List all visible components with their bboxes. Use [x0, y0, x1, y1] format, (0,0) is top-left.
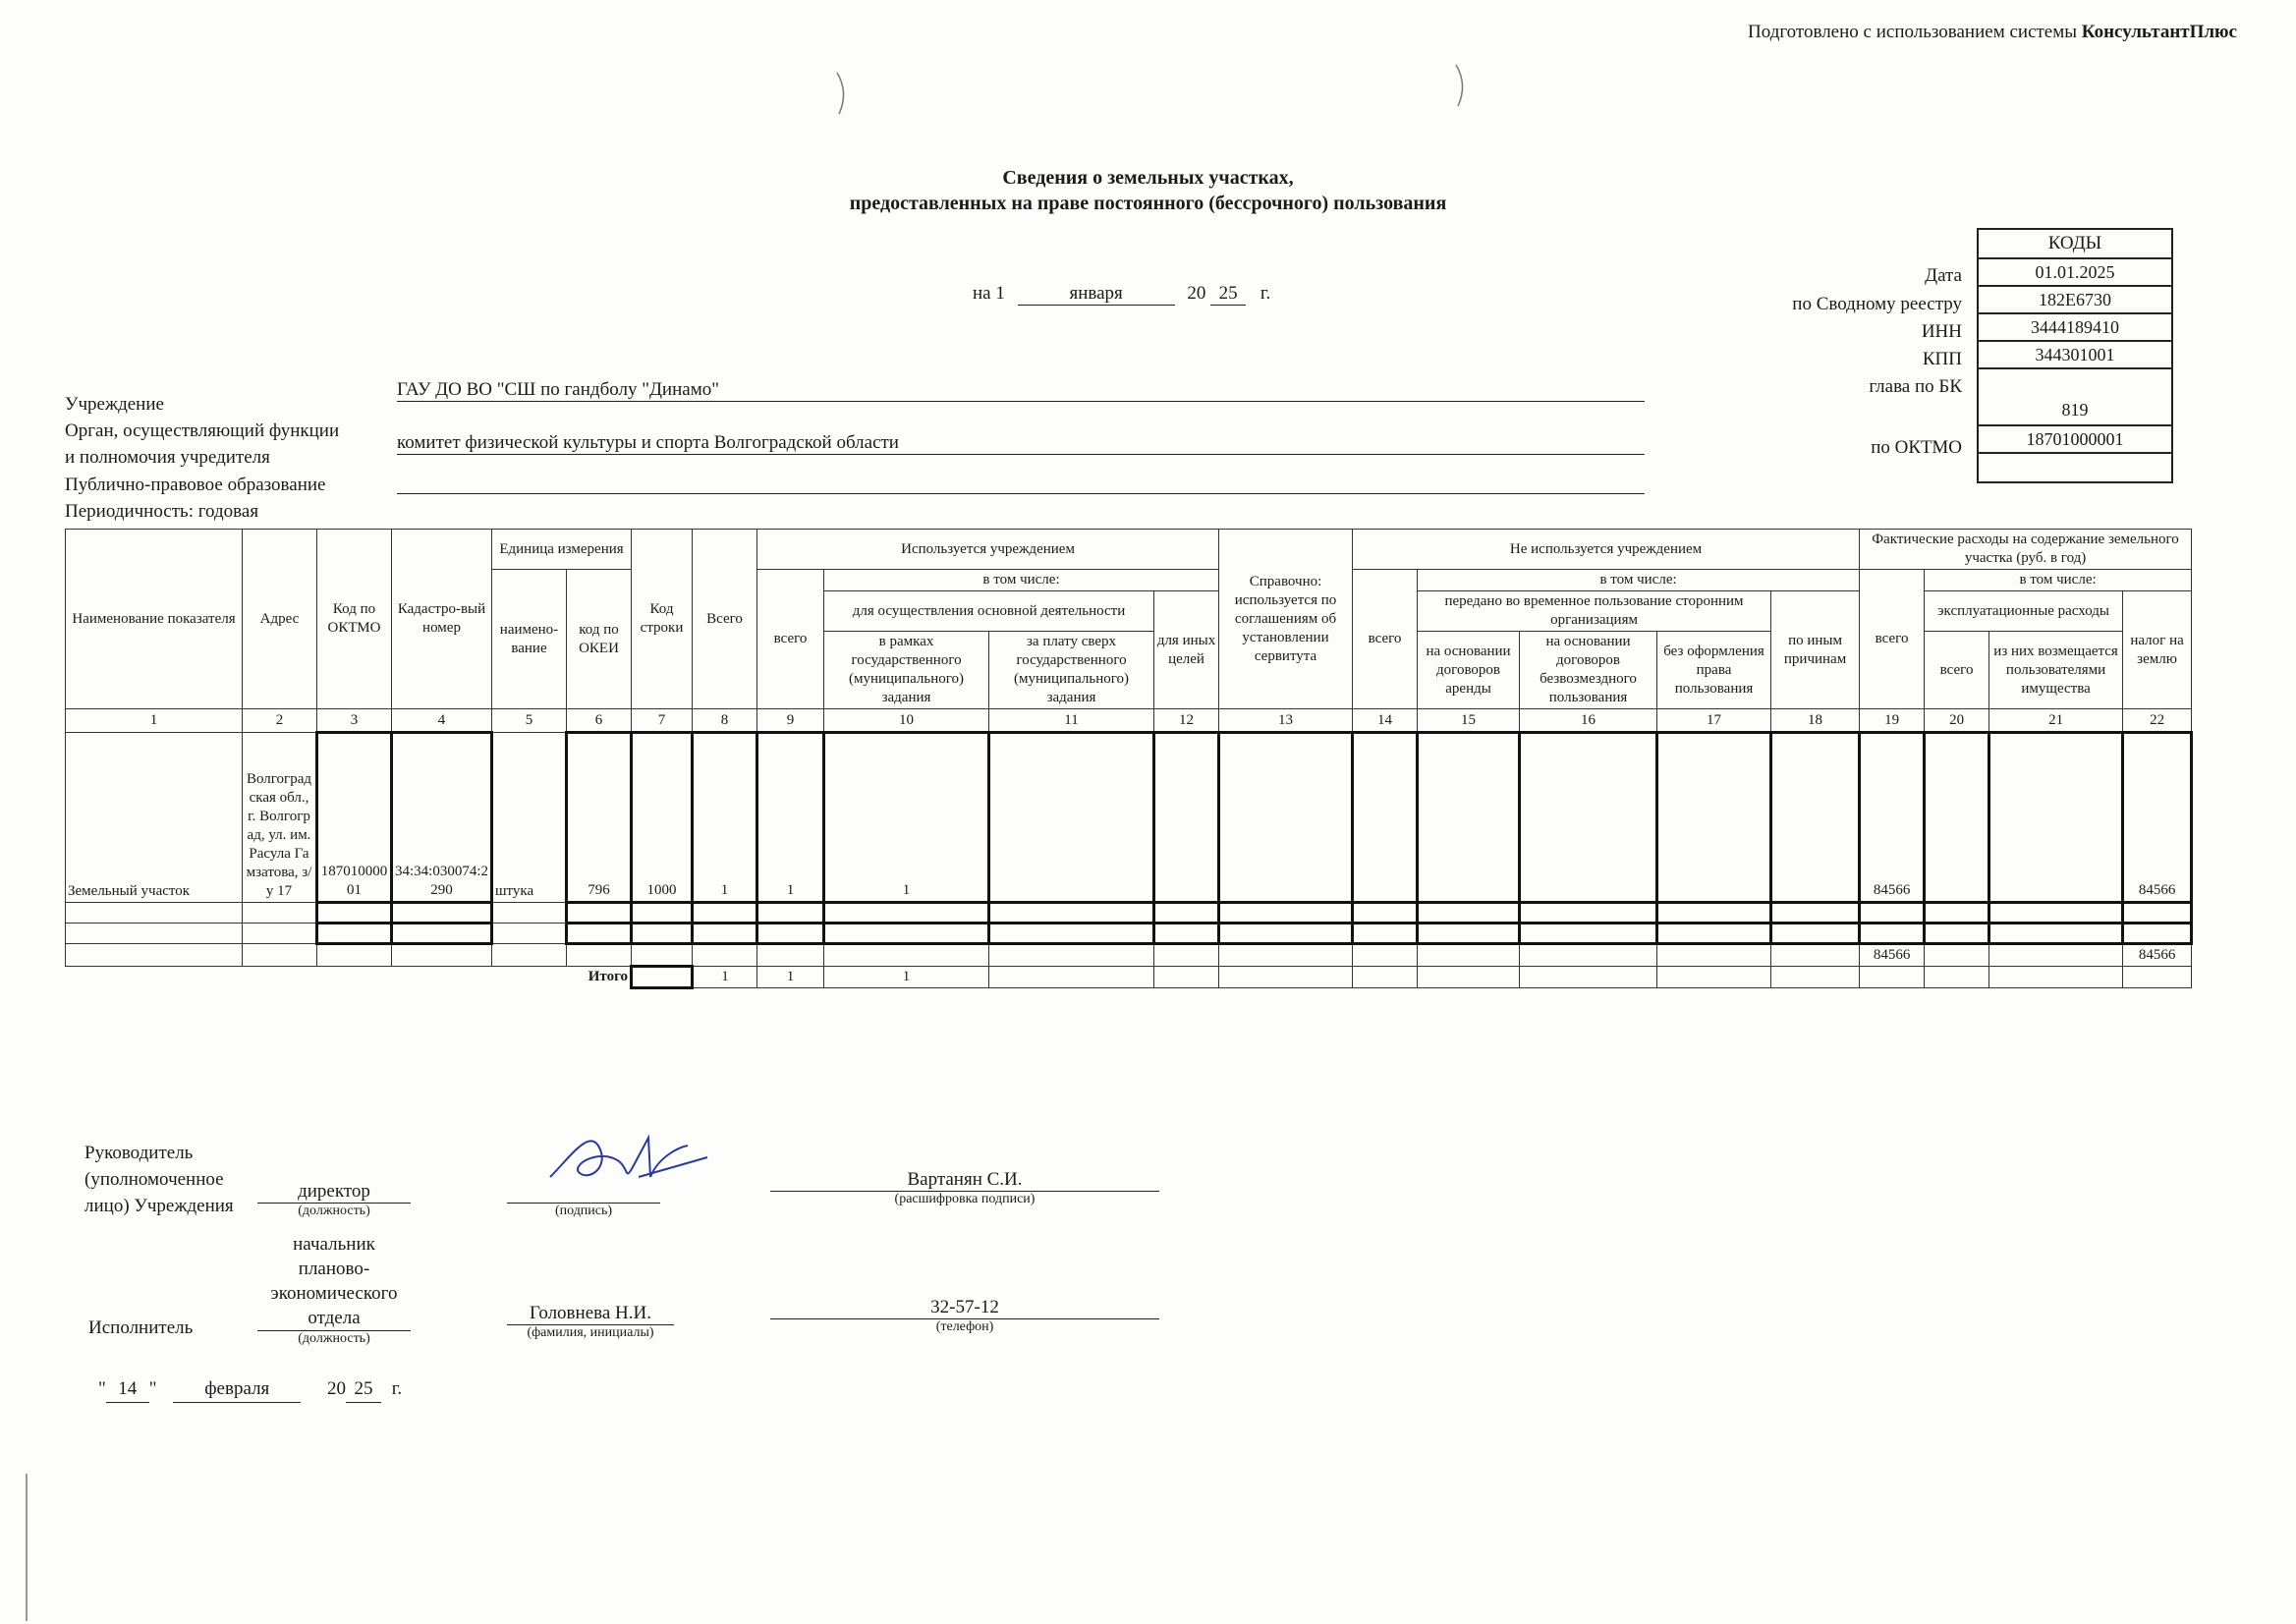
th-used-incl: в том числе:: [824, 570, 1219, 591]
cell-cadastre: 34:34:030074:2290: [392, 733, 492, 903]
th-oktmo: Код по ОКТМО: [317, 530, 392, 709]
col-num: 5: [492, 709, 567, 733]
cell-tax: 84566: [2123, 733, 2192, 903]
th-unit-name: наимено-вание: [492, 570, 567, 709]
itogo-used-all: 1: [757, 967, 824, 988]
decode-caption: (расшифровка подписи): [894, 1192, 1036, 1206]
institution-value: ГАУ ДО ВО "СШ по гандболу "Динамо": [397, 379, 1645, 402]
empty-row: [66, 903, 2192, 924]
col-num: 2: [243, 709, 317, 733]
exec-position-caption: (должность): [298, 1331, 370, 1346]
itogo-row: [66, 967, 2192, 988]
col-num: 6: [567, 709, 632, 733]
head-label-2: (уполномоченное: [84, 1169, 224, 1190]
col-num: 11: [989, 709, 1154, 733]
cell-nu-all: [1353, 733, 1418, 903]
codes-block: [1977, 228, 2173, 483]
brand-text: КонсультантПлюс: [2081, 22, 2237, 42]
code-date: 01.01.2025: [1977, 259, 2173, 287]
column-numbers-row: [66, 709, 2192, 733]
code-label-inn: ИНН: [1921, 321, 1962, 342]
exec-phone: 32-57-12: [770, 1297, 1159, 1319]
th-op-all: всего: [1925, 632, 1989, 709]
cell-used-all: 1: [757, 733, 824, 903]
exec-name-block: [507, 1303, 674, 1341]
code-label-kpp: КПП: [1922, 349, 1962, 369]
th-tax: налог на землю: [2123, 591, 2192, 709]
punch-mark-right: [1454, 61, 1474, 110]
punch-mark-left: [835, 69, 855, 118]
head-position-block: [257, 1181, 411, 1219]
public-entity-label: Публично-правовое образование: [65, 475, 326, 495]
head-position: директор: [257, 1181, 411, 1204]
cell-address: Волгоградская обл., г. Волгоград, ул. им. Расула Гамзатова, з/у 17: [243, 733, 317, 903]
consultant-header: [1748, 22, 2237, 43]
title-line-1: Сведения о земельных участках,: [1002, 167, 1294, 189]
col-num: 10: [824, 709, 989, 733]
document-title: [0, 165, 2296, 216]
th-not-used: Не используется учреждением: [1353, 530, 1860, 570]
th-free: на основании договоров безвозмездного пользования: [1520, 632, 1657, 709]
th-total: Всего: [693, 530, 757, 709]
exec-position-block: [257, 1232, 411, 1347]
th-other-purposes: для иных целей: [1154, 591, 1219, 709]
cell-row-code: 1000: [632, 733, 693, 903]
col-num: 7: [632, 709, 693, 733]
itogo-code: [632, 967, 693, 988]
col-num: 20: [1925, 709, 1989, 733]
head-name: Вартанян С.И.: [770, 1169, 1159, 1192]
code-label-oktmo: по ОКТМО: [1871, 437, 1962, 458]
organ-value: комитет физической культуры и спорта Волгоградской области: [397, 432, 1645, 455]
code-kpp: 344301001: [1977, 342, 2173, 369]
th-cadastre: Кадастро-вый номер: [392, 530, 492, 709]
col-num: 3: [317, 709, 392, 733]
itogo-total: 1: [693, 967, 757, 988]
empty-row: [66, 924, 2192, 944]
date-prefix: на 1: [973, 283, 1005, 304]
code-label-registry: по Сводному реестру: [1792, 294, 1962, 314]
cell-subtotal-exp: 84566: [1860, 944, 1925, 967]
col-num: 14: [1353, 709, 1418, 733]
date-suffix: г.: [1260, 283, 1271, 304]
th-transferred: передано во временное пользование сторонним организациям: [1418, 591, 1771, 632]
col-num: 13: [1219, 709, 1353, 733]
head-label-3: лицо) Учреждения: [84, 1196, 234, 1216]
cell-unit: штука: [492, 733, 567, 903]
col-num: 9: [757, 709, 824, 733]
th-paid: за плату сверх государственного (муниципального) задания: [989, 632, 1154, 709]
head-name-block: [770, 1169, 1159, 1207]
cell-name: Земельный участок: [66, 733, 243, 903]
cell-ref: [1219, 733, 1353, 903]
code-inn: 3444189410: [1977, 314, 2173, 342]
col-num: 4: [392, 709, 492, 733]
code-label-date: Дата: [1925, 265, 1962, 286]
itogo-label: Итого: [588, 969, 629, 985]
sign-day: 14: [106, 1375, 149, 1403]
th-used: Используется учреждением: [757, 530, 1219, 570]
col-num: 12: [1154, 709, 1219, 733]
col-num: 8: [693, 709, 757, 733]
signature-block: [507, 1181, 660, 1219]
sign-suffix: г.: [391, 1378, 403, 1399]
th-muni: в рамках государственного (муниципального) задания: [824, 632, 989, 709]
col-num: 17: [1657, 709, 1771, 733]
cell-okei: 796: [567, 733, 632, 903]
col-num: 1: [66, 709, 243, 733]
col-num: 15: [1418, 709, 1520, 733]
th-nu-incl: в том числе:: [1418, 570, 1860, 591]
code-registry: 182Е6730: [1977, 287, 2173, 314]
table-row: [66, 733, 2192, 903]
cell-noright: [1657, 733, 1771, 903]
th-op-users: из них возмещается пользователями имущества: [1989, 632, 2123, 709]
cell-op-all: [1925, 733, 1989, 903]
sign-date: " 14 " февраля 20 25 г.: [98, 1375, 402, 1403]
th-exp-all: всего: [1860, 570, 1925, 709]
th-used-all: всего: [757, 570, 824, 709]
date-month: января: [1018, 283, 1175, 306]
th-expenses: Фактические расходы на содержание земельного участка (руб. в год): [1860, 530, 2192, 570]
th-name: Наименование показателя: [66, 530, 243, 709]
public-entity-value: [397, 474, 1645, 494]
th-noright: без оформления права пользования: [1657, 632, 1771, 709]
th-row-code: Код строки: [632, 530, 693, 709]
cell-free: [1520, 733, 1657, 903]
th-lease: на основании договоров аренды: [1418, 632, 1520, 709]
phone-caption: (телефон): [935, 1319, 994, 1334]
exec-position: начальник планово-экономического отдела: [257, 1232, 411, 1331]
cell-oktmo: 18701000001: [317, 733, 392, 903]
sign-year-prefix: 20: [327, 1378, 347, 1399]
page-edge-mark: [26, 1474, 28, 1621]
cell-muni: 1: [824, 733, 989, 903]
fio-caption: (фамилия, инициалы): [527, 1325, 654, 1340]
th-unit: Единица измерения: [492, 530, 632, 570]
col-num: 22: [2123, 709, 2192, 733]
code-empty: [1977, 454, 2173, 483]
phone-block: [770, 1297, 1159, 1335]
executor-label: Исполнитель: [88, 1317, 194, 1338]
col-num: 21: [1989, 709, 2123, 733]
th-main-activity: для осуществления основной деятельности: [824, 591, 1154, 632]
head-label: [84, 1140, 234, 1219]
th-unit-code: код по ОКЕИ: [567, 570, 632, 709]
head-label-1: Руководитель: [84, 1143, 194, 1163]
col-num: 19: [1860, 709, 1925, 733]
itogo-muni: 1: [824, 967, 989, 988]
code-oktmo: 18701000001: [1977, 426, 2173, 454]
th-exp-incl: в том числе:: [1925, 570, 2192, 591]
organ-label-1: Орган, осуществляющий функции: [65, 420, 340, 441]
prepared-text: Подготовлено с использованием системы: [1748, 22, 2078, 42]
land-table: [65, 529, 2193, 989]
title-line-2: предоставленных на праве постоянного (бессрочного) пользования: [849, 193, 1447, 214]
col-num: 16: [1520, 709, 1657, 733]
exec-name: Головнева Н.И.: [507, 1303, 674, 1325]
sign-month: февраля: [173, 1375, 301, 1403]
cell-total: 1: [693, 733, 757, 903]
th-nu-all: всего: [1353, 570, 1418, 709]
code-bk: 819: [1977, 369, 2173, 426]
cell-exp-all: 84566: [1860, 733, 1925, 903]
th-operational: эксплуатационные расходы: [1925, 591, 2123, 632]
th-ref: Справочно: используется по соглашениям об установлении сервитута: [1219, 530, 1353, 709]
organ-label-2: и полномочия учредителя: [65, 447, 270, 468]
date-year-prefix: 20: [1187, 283, 1206, 304]
col-num: 18: [1771, 709, 1860, 733]
cell-otherreason: [1771, 733, 1860, 903]
periodicity-label: Периодичность: годовая: [65, 501, 259, 522]
cell-subtotal-tax: 84566: [2123, 944, 2192, 967]
cell-paid: [989, 733, 1154, 903]
cell-op-users: [1989, 733, 2123, 903]
signature-caption: (подпись): [554, 1204, 613, 1218]
signature-line: [507, 1181, 660, 1204]
codes-header: КОДЫ: [1977, 228, 2173, 259]
institution-label: Учреждение: [65, 394, 164, 415]
sign-year: 25: [346, 1375, 381, 1403]
date-year: 25: [1210, 283, 1246, 306]
th-other-reason: по иным причинам: [1771, 591, 1860, 709]
code-label-bk: глава по БК: [1869, 376, 1962, 397]
cell-other: [1154, 733, 1219, 903]
report-date: [973, 283, 1270, 306]
subtotal-row: [66, 944, 2192, 967]
th-address: Адрес: [243, 530, 317, 709]
cell-lease: [1418, 733, 1520, 903]
position-caption: (должность): [298, 1204, 370, 1218]
